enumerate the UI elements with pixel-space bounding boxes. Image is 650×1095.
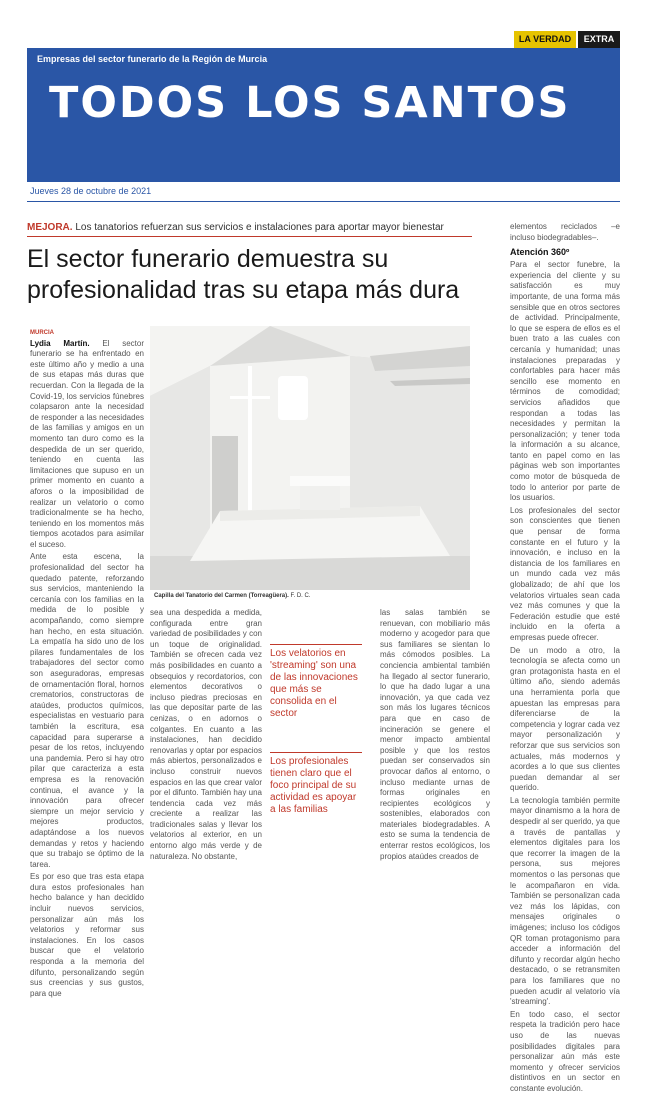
body-paragraph: Los profesionales del sector son conscientes que tienen que pensar de forma constante en el futuro y la innovación, e incluso en la distancia de los familiares en un mundo cada vez más globalizado; de ahí que los velatorios virtuales sean cada vez más comunes y que la Federación estudie que esté incluido en la oferta a empresas puede ofrecer. (510, 505, 620, 642)
body-column-1 (30, 328, 144, 998)
article-headline: El sector funerario demuestra su profesionalidad tras su etapa más dura (27, 245, 460, 304)
body-paragraph: Es por eso que tras esta etapa dura estos profesionales han hecho balance y han decidido incluir nuevos servicios, personalizar aún más los velatorios y reformar sus instalaciones. En los casos buscar que el velatorio responda a la memoria del difunto, personalizando según sus creencias y sus gustos, para que (30, 872, 144, 998)
body-column-right (510, 222, 620, 1093)
pull-quote-2: Los profesionales tienen claro que el foco principal de su actividad es apoyar a las familias (270, 756, 357, 815)
chapel-illustration (150, 326, 470, 590)
kicker-text: Los tanatorios refuerzan sus servicios e instalaciones para aportar mayor bienestar (75, 222, 444, 233)
body-paragraph: De un modo a otro, la tecnología se afecta como un gran protagonista hasta en el último año, siendo además una herramienta porla que apuestan las empresas para diferenciarse de la competencia y lograr cada vez mayor personalización y reforzar que sus servicios son actuales, más modernos y acordes a lo que sus clientes puedan demandar al ser querido. (510, 645, 620, 793)
kicker-line (27, 222, 472, 233)
body-paragraph: las salas también se renuevan, con mobiliario más moderno y acogedor para que sus familiares se sientan lo más cómodos posibles. La conciencia ambiental también ha llegado al sector funerario, lo que ha dado lugar a una innovación, ya que cada vez son más los lugares técnicos para que en caso de incineración se genere el menor impacto ambiental posible y que los restos puedan ser conservados sin provocar daños al entorno, o incluso mediante urnas de formas originales en recipientes ecológicos y sostenibles, elaborados con materiales biodegradables. A esto se suma la tendencia de enterrar restos ecológicos, los propios ataúdes creados de (380, 608, 490, 861)
article-location: MURCIA (30, 330, 54, 336)
photo-caption (150, 590, 470, 604)
body-paragraph: La tecnología también permite mayor dinamismo a la hora de despedir al ser querido, ya que a través de pantallas y elementos digitales para los que recorrer la imagen de la persona, sus mejores momentos o las personas que le acompañaron en vida. También se personalizan cada vez más los lápidas, con mensajes originales o imágenes; incluso los códigos QR toman protagonismo para acceder a información del difunto y recordar algún hecho destacado, o se retransmiten para los familiares que no pueden acudir al velatorio vía 'streaming'. (510, 795, 620, 1007)
article-byline: Lydia Martín. (30, 338, 90, 348)
banner-subtitle: Empresas del sector funerario de la Región de Murcia (37, 54, 268, 64)
section-banner (27, 48, 620, 182)
body-paragraph: elementos reciclados –e incluso biodegradables–. (510, 222, 620, 242)
chapel-photo (150, 326, 470, 590)
section-label: EXTRA (578, 31, 620, 48)
caption-credit: F. D. C. (290, 593, 311, 599)
pull-quote-divider (270, 752, 362, 753)
subheading: Atención 360º (510, 247, 570, 258)
body-column-2 (150, 608, 262, 861)
body-paragraph: Lydia Martín. El sector funerario se ha enfrentado en este último año y medio a una de sus etapas más duras que recuerdan. Con la llegada de la Covid-19, los servicios fúnebres colapsaron ante la necesidad de responder a las necesidades de las familias y amigos en un momento tan duro como es la despedida de un ser querido, teniendo en cuenta las limitaciones que supuso en un primer momento en cuanto a aforos o la imposibilidad de realizar un velatorio o como tradicionalmente se ha hecho, teniendo en los momentos más tiempos acotados para asimilar el suceso. (30, 338, 144, 549)
body-paragraph: Ante esta escena, la profesionalidad del sector ha quedado patente, reforzando sus servicios, manteniendo la cercanía con los familias en la medida de lo posible y acompañando, como siempre han hecho, en esta situación. La empatía ha sido uno de los pilares fundamentales de los trabajadores del sector como son aseguradoras, empresas de ornamentación floral, hornos crematorios, constructoras de ataúdes, productos químicos, especialistas en vestuario para también la escritura, esa capacidad para superarse a pesar de los retos, incluyendo una pandemia. Pero si hay otro pilar que caracteriza a esta empresa es la renovación continua, el avance y la innovación para ofrecer siempre un mejor servicio y mejores productos, adaptándose a los nuevos demandas y retos y haciendo que su trabajo se óptimo de la tarea. (30, 552, 144, 869)
newspaper-brand: LA VERDAD (514, 31, 576, 48)
body-paragraph: En todo caso, el sector respeta la tradición pero hace uso de las nuevas posibilidades digitales para personalizar aún más este momento y ofrecer servicios distintivos en un sector en constante evolución. (510, 1009, 620, 1093)
date-divider (27, 201, 620, 202)
body-paragraph: sea una despedida a medida, configurada entre gran variedad de posibilidades y con un toque de originalidad. También se ofrecen cada vez más posibilidades en cuanto a obsequios y recordatorios, con elementos decorativos o incluso piedras preciosas en las que depositar parte de las cenizas, o en adornos o colgantes. En cuanto a las instalaciones, han decidido renovarlas y optar por espacios más abiertos, personalizados e incluso construir nuevos espacios en las que crear valor por el difunto. También hay una tendencia cada vez más creciente a realizar las tradicionales salas y llevar los velatorios al exterior, en un entorno algo más verde y de naturaleza. No obstante, (150, 608, 262, 861)
pull-quote-divider (270, 644, 362, 645)
issue-date: Jueves 28 de octubre de 2021 (30, 186, 152, 196)
caption-place: Capilla del Tanatorio del Carmen (Torreagüera). (154, 593, 289, 599)
body-paragraph: Para el sector funebre, la experiencia del cliente y su satisfacción es muy importante, de una forma más sensible que en otros sectores de actividad. Principalmente, lo que se espera de ellos es el buen trato a las cuales con cercanía y humanidad; unas instalaciones preparadas y confortables para hacer más sencillo ese momento en términos de comodidad; servicios añadidos que respondan a todas las necesidades y permitan la personalización; y tener toda la información a su alcance, tanto en papel como en las páginas web son importantes como motor de búsqueda de todo lo anterior por parte de los usuarios. (510, 260, 620, 503)
body-column-3 (380, 608, 490, 861)
kicker: MEJORA. (27, 222, 73, 233)
pull-quote-1: Los velatorios en 'streaming' son una de las innovaciones que más se consolida en el sector (270, 648, 358, 719)
banner-title: TODOS LOS SANTOS (49, 78, 571, 128)
kicker-divider (27, 236, 472, 237)
